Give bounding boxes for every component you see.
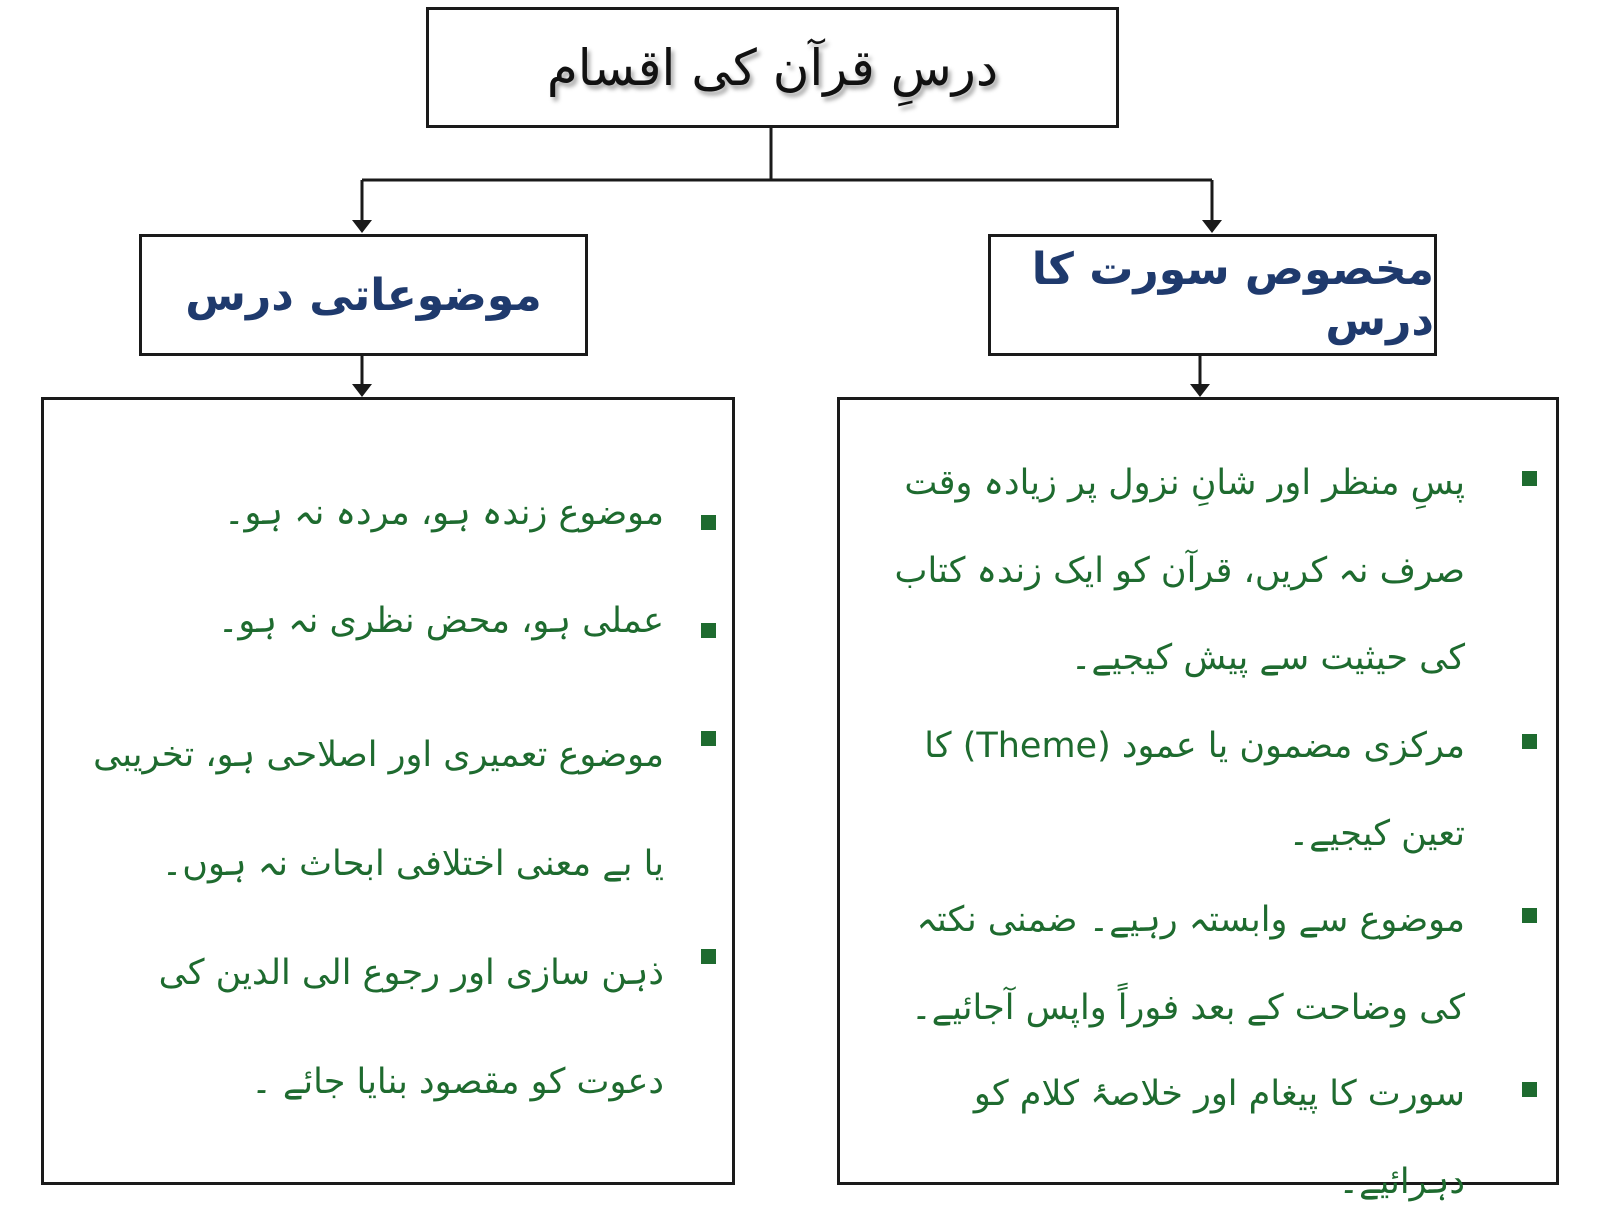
list-item: موضوع زندہ ہو، مردہ نہ ہو۔ — [223, 493, 664, 533]
diagram-title: درسِ قرآن کی اقسام — [546, 38, 999, 97]
square-bullet-icon — [1522, 1082, 1537, 1097]
arrow-down-icon — [352, 220, 372, 233]
square-bullet-icon — [1522, 734, 1537, 749]
square-bullet-icon — [1522, 908, 1537, 923]
points-box-thematic — [41, 397, 735, 1185]
heading-thematic: موضوعاتی درس — [185, 269, 542, 321]
square-bullet-icon — [701, 949, 716, 964]
list-item: پسِ منظر اور شانِ نزول پر زیادہ وقت صرف نہ کریں، قرآن کو ایک زندہ کتاب کی حیثیت سے پیش کیجیے۔ — [894, 463, 1465, 678]
list-item: مرکزی مضمون یا عمود (Theme) کا تعین کیجیے۔ — [924, 726, 1465, 854]
heading-box-thematic — [139, 234, 588, 356]
square-bullet-icon — [1522, 471, 1537, 486]
list-item: عملی ہو، محض نظری نہ ہو۔ — [217, 601, 664, 641]
list-item: موضوع سے وابستہ رہیے۔ ضمنی نکتہ کی وضاحت کے بعد فوراً واپس آجائیے۔ — [911, 900, 1465, 1028]
square-bullet-icon — [701, 623, 716, 638]
title-box — [426, 7, 1119, 128]
heading-surah: مخصوص سورت کا درس — [1031, 244, 1434, 346]
square-bullet-icon — [701, 515, 716, 530]
square-bullet-icon — [701, 731, 716, 746]
list-item: موضوع تعمیری اور اصلاحی ہو، تخریبی یا بے معنی اختلافی ابحاث نہ ہوں۔ — [93, 735, 664, 884]
arrow-down-icon — [1202, 220, 1222, 233]
list-item: سورت کا پیغام اور خلاصۂ کلام کو دہرائیے۔ — [973, 1074, 1465, 1202]
arrow-down-icon — [352, 384, 372, 397]
heading-box-surah — [988, 234, 1437, 356]
points-box-surah — [837, 397, 1559, 1202]
list-item: ذہن سازی اور رجوع الی الدین کی دعوت کو مقصود بنایا جائے ۔ — [158, 953, 664, 1102]
arrow-down-icon — [1190, 384, 1210, 397]
